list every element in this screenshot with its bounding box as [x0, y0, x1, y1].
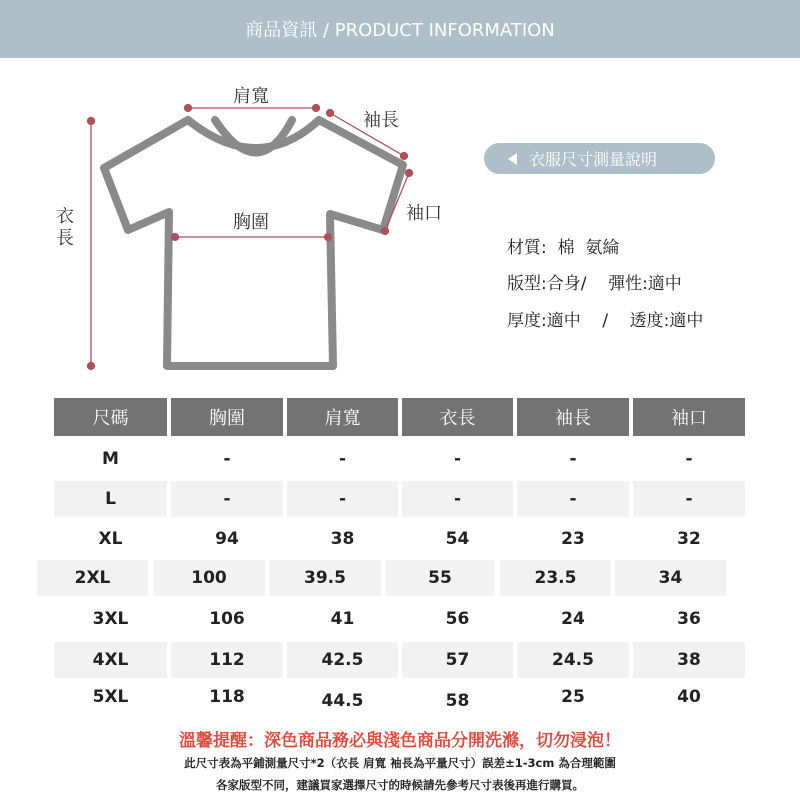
table-cell: 40 — [677, 687, 701, 707]
table-cell: - — [402, 481, 513, 517]
table-cell: M — [102, 449, 119, 469]
table-cell: 56 — [445, 609, 470, 629]
table-cell: 4XL — [54, 642, 167, 678]
body-length-char-2: 長 — [56, 228, 74, 249]
shoulder-marker-left — [185, 105, 192, 112]
table-cell: 57 — [402, 642, 513, 678]
sleeve-length-label: 袖長 — [363, 110, 399, 131]
table-cell: 94 — [215, 529, 239, 549]
table-cell: 38 — [633, 642, 745, 678]
table-cell: - — [223, 449, 231, 469]
table-cell: 100 — [153, 560, 265, 596]
table-cell: 25 — [561, 687, 585, 707]
table-cell: - — [633, 481, 745, 517]
body-length-label — [54, 206, 76, 250]
table-cell: - — [171, 481, 283, 517]
table-header-sleeve: 袖長 — [517, 398, 629, 436]
table-cell: 2XL — [37, 560, 148, 596]
cuff-label: 袖口 — [406, 203, 442, 224]
size-guide-button[interactable] — [484, 143, 715, 174]
wash-warning: 溫馨提醒：深色商品務必與淺色商品分開洗滌，切勿浸泡！ — [179, 731, 621, 751]
table-header-size: 尺碼 — [54, 398, 167, 436]
table-cell: 106 — [209, 609, 245, 629]
table-cell: 36 — [677, 609, 701, 629]
table-cell: - — [569, 449, 577, 469]
table-cell: - — [338, 449, 347, 469]
cuff-marker-bottom — [382, 228, 389, 235]
table-cell: 5XL — [92, 687, 129, 707]
sleeve-marker-top — [327, 110, 334, 117]
table-cell: 39.5 — [269, 560, 381, 596]
table-header-chest: 胸圍 — [171, 398, 283, 436]
thickness-spec: 厚度:適中 / 透度:適中 — [507, 311, 704, 331]
length-marker-bottom — [88, 363, 95, 370]
shoulder-marker-right — [313, 105, 320, 112]
table-cell: 3XL — [92, 609, 129, 629]
table-cell: 23.5 — [500, 560, 611, 596]
purchase-advice: 各家版型不同，建議買家選擇尺寸的時候請先參考尺寸表後再進行購買。 — [216, 778, 584, 792]
table-cell: 41 — [330, 609, 355, 629]
header-title: 商品資訊 / PRODUCT INFORMATION — [245, 20, 555, 41]
length-marker-top — [88, 118, 95, 125]
table-cell: 112 — [171, 642, 283, 678]
table-cell: 55 — [385, 560, 495, 596]
size-guide-label: 衣服尺寸測量說明 — [529, 150, 658, 169]
table-cell: - — [287, 481, 398, 517]
sleeve-marker-bottom — [401, 153, 408, 160]
measurement-note: 此尺寸表為平鋪測量尺寸*2（衣長 肩寬 袖長為平量尺寸）誤差±1-3cm 為合理範圍 — [184, 756, 616, 770]
chest-marker-right — [325, 234, 332, 241]
shoulder-label: 肩寬 — [233, 86, 269, 107]
table-cell: 24.5 — [517, 642, 629, 678]
table-cell: 38 — [330, 529, 355, 549]
table-cell: XL — [98, 529, 123, 549]
arrow-left-icon — [508, 153, 517, 165]
table-cell: 44.5 — [321, 691, 364, 711]
table-cell: - — [517, 481, 629, 517]
table-cell: L — [54, 481, 167, 517]
table-header-length: 衣長 — [402, 398, 513, 436]
table-header-shoulder: 肩寬 — [287, 398, 398, 436]
fit-spec: 版型:合身/ 彈性:適中 — [507, 274, 682, 294]
table-header-cuff: 袖口 — [633, 398, 745, 436]
chest-marker-left — [172, 234, 179, 241]
table-cell: 23 — [561, 529, 585, 549]
table-cell: - — [685, 449, 693, 469]
table-cell: 58 — [445, 691, 470, 711]
body-length-char-1: 衣 — [56, 206, 74, 227]
table-cell: 118 — [209, 687, 245, 707]
chest-label: 胸圍 — [233, 212, 269, 233]
table-cell: - — [453, 449, 462, 469]
tshirt-outline — [104, 120, 403, 366]
table-cell: 34 — [615, 560, 726, 596]
table-cell: 32 — [677, 529, 701, 549]
table-cell: 42.5 — [287, 642, 398, 678]
material-spec: 材質: 棉 氨綸 — [507, 238, 620, 258]
table-cell: 24 — [561, 609, 585, 629]
table-cell: 54 — [445, 529, 470, 549]
cuff-marker-top — [406, 170, 413, 177]
